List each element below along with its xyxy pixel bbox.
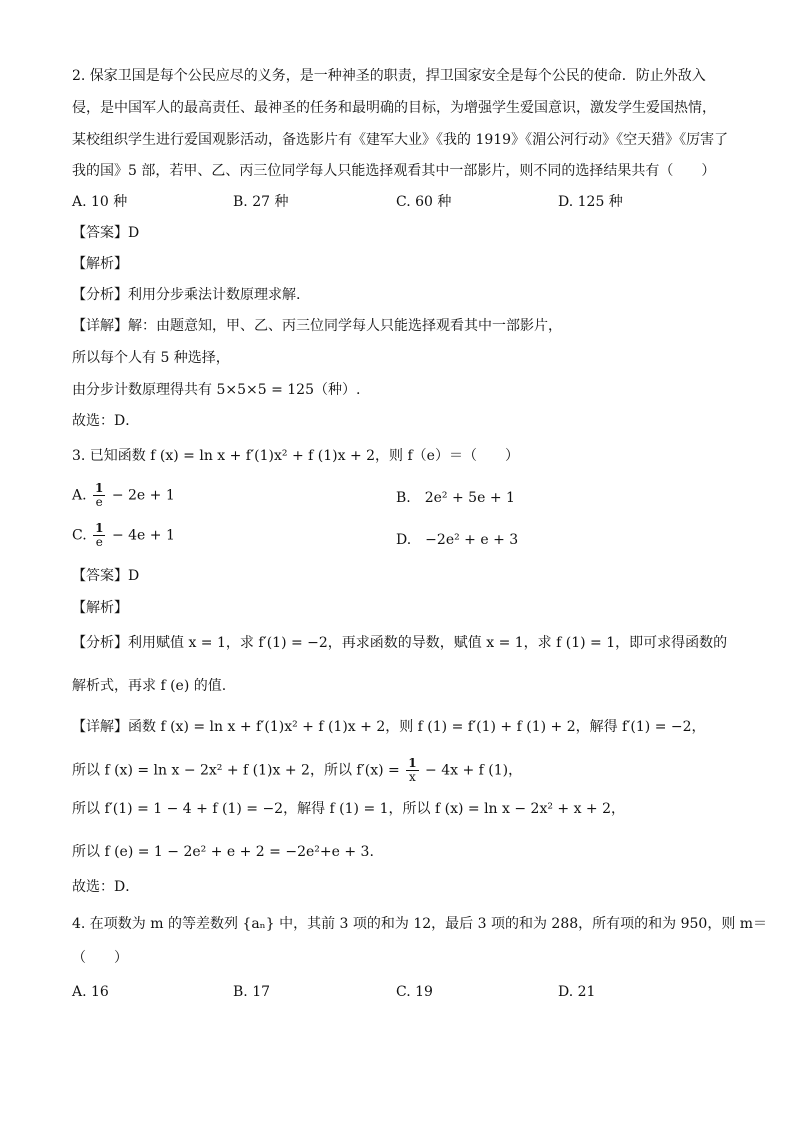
q2-detail-line-3: 由分步计数原理得共有 5×5×5 = 125（种）. bbox=[72, 382, 361, 398]
q3-detail-line-4: 所以 f (e) = 1 − 2e² + e + 2 = −2e²+e + 3. bbox=[72, 844, 374, 860]
q2-analysis-label: 【解析】 bbox=[72, 256, 128, 272]
q2-detail-line-1: 【详解】解：由题意知，甲、乙、丙三位同学每人只能选择观看其中一部影片， bbox=[72, 318, 562, 334]
q2-option-d: D. 125 种 bbox=[558, 194, 623, 210]
q3-option-a-numerator: 1 bbox=[95, 481, 104, 495]
q3-option-c-denominator: e bbox=[95, 535, 103, 549]
q2-stem-line-1: 2. 保家卫国是每个公民应尽的义务，是一种神圣的职责，捍卫国家安全是每个公民的使命．防止外敌入 bbox=[72, 68, 706, 84]
q4-option-b: B. 17 bbox=[233, 984, 271, 1000]
q3-option-c-rest: − 4e + 1 bbox=[111, 527, 175, 544]
q3-option-d: D. −2e² + e + 3 bbox=[396, 532, 519, 548]
q3-detail-line-2 bbox=[72, 757, 522, 784]
q2-fenxi: 【分析】利用分步乘法计数原理求解. bbox=[72, 287, 301, 303]
q2-stem-line-2: 侵，是中国军人的最高责任、最神圣的任务和最明确的目标，为增强学生爱国意识，激发学生爱国热情， bbox=[72, 100, 716, 116]
q3-conclusion: 故选：D． bbox=[72, 879, 140, 895]
q2-stem-line-4: 我的国》5 部，若甲、乙、丙三位同学每人只能选择观看其中一部影片，则不同的选择结果共有（ ） bbox=[72, 163, 716, 179]
q3-answer: 【答案】D bbox=[72, 568, 140, 584]
q3-option-a-denominator: e bbox=[95, 495, 103, 509]
q3-detail-line-2-post: − 4x + f (1)， bbox=[425, 762, 523, 779]
q3-option-a-label: A. bbox=[72, 487, 87, 504]
q2-option-c: C. 60 种 bbox=[396, 194, 452, 210]
q3-detail-fraction bbox=[406, 757, 418, 784]
q2-answer: 【答案】D bbox=[72, 225, 140, 241]
q3-analysis-label: 【解析】 bbox=[72, 600, 128, 616]
q4-stem: 4. 在项数为 m 的等差数列 {aₙ} 中，其前 3 项的和为 12，最后 3 项的和为 288，所有项的和为 950，则 m＝ bbox=[72, 916, 768, 932]
q2-option-b: B. 27 种 bbox=[233, 194, 289, 210]
q3-stem: 3. 已知函数 f (x) = ln x + f′(1)x² + f (1)x + 2，则 f（e）＝（ ） bbox=[72, 448, 519, 464]
q4-paren: （ ） bbox=[72, 950, 128, 966]
q4-option-d: D. 21 bbox=[558, 984, 596, 1000]
q3-detail-line-3: 所以 f′(1) = 1 − 4 + f (1) = −2，解得 f (1) = 1，所以 f (x) = ln x − 2x² + x + 2， bbox=[72, 801, 626, 817]
q3-option-c bbox=[72, 522, 175, 549]
q2-stem-line-3: 某校组织学生进行爱国观影活动，备选影片有《建军大业》《我的 1919》《湄公河行动》《空天猎》《厉害了 bbox=[72, 132, 729, 148]
q2-option-a: A. 10 种 bbox=[72, 194, 128, 210]
q3-option-b: B. 2e² + 5e + 1 bbox=[396, 490, 515, 506]
q2-conclusion: 故选：D． bbox=[72, 413, 140, 429]
q4-option-a: A. 16 bbox=[72, 984, 109, 1000]
q3-detail-line-1: 【详解】函数 f (x) = ln x + f′(1)x² + f (1)x + 2，则 f (1) = f′(1) + f (1) + 2，解得 f′(1) = −2， bbox=[72, 719, 706, 735]
q4-option-c: C. 19 bbox=[396, 984, 433, 1000]
q3-option-a-fraction bbox=[93, 482, 105, 509]
q3-option-c-label: C. bbox=[72, 527, 87, 544]
q3-option-a-rest: − 2e + 1 bbox=[111, 487, 175, 504]
q3-detail-denominator: x bbox=[409, 770, 416, 784]
q3-fenxi-line-1: 【分析】利用赋值 x = 1，求 f′(1) = −2，再求函数的导数，赋值 x = 1，求 f (1) = 1，即可求得函数的 bbox=[72, 635, 728, 651]
q3-option-c-fraction bbox=[93, 522, 105, 549]
q3-option-c-numerator: 1 bbox=[95, 521, 104, 535]
q3-detail-numerator: 1 bbox=[408, 756, 417, 770]
q3-option-a bbox=[72, 482, 175, 509]
q3-fenxi-line-2: 解析式，再求 f (e) 的值. bbox=[72, 678, 227, 694]
q3-detail-line-2-pre: 所以 f (x) = ln x − 2x² + f (1)x + 2，所以 f′(x) = bbox=[72, 762, 400, 779]
q2-detail-line-2: 所以每个人有 5 种选择， bbox=[72, 350, 230, 366]
